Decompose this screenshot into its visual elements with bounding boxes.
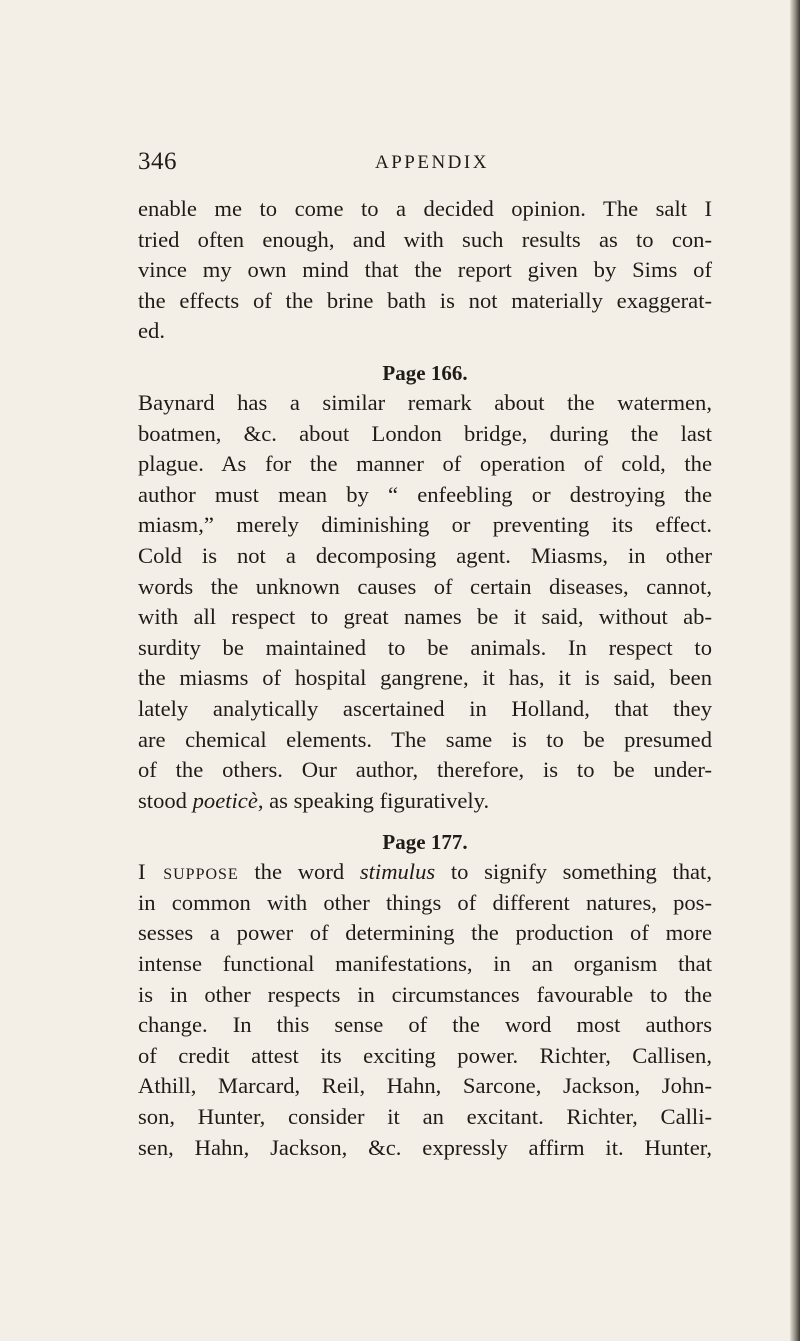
text-line: the effects of the brine bath is not materially exaggerat- xyxy=(138,287,712,313)
text-fragment: to signify something that, xyxy=(435,859,712,885)
paragraph-page-177 xyxy=(138,857,712,1163)
text-line: Cold is not a decomposing agent. Miasms, in other xyxy=(138,542,712,568)
text-line: author must mean by “ enfeebling or destroying the xyxy=(138,481,712,507)
text-line: change. In this sense of the word most authors xyxy=(138,1012,712,1038)
paragraph-page-166 xyxy=(138,388,712,816)
italic-word-poetice: poeticè xyxy=(192,787,258,813)
text-line: of the others. Our author, therefore, is to be under- xyxy=(138,757,712,783)
text-line: intense functional manifestations, in an organism that xyxy=(138,951,712,977)
text-line: sen, Hahn, Jackson, &c. expressly affirm it. Hunter, xyxy=(138,1134,712,1160)
text-line: lately analytically ascertained in Holland, that they xyxy=(138,695,712,721)
text-line: enable me to come to a decided opinion. The salt I xyxy=(138,196,712,221)
text-line: son, Hunter, consider it an excitant. Richter, Calli- xyxy=(138,1104,712,1130)
text-fragment: , as speaking figuratively. xyxy=(257,787,490,813)
text-fragment: the word xyxy=(238,859,360,885)
smallcaps-lead: I suppose xyxy=(138,859,239,885)
text-line: tried often enough, and with such results as to con- xyxy=(138,226,712,252)
text-line: boatmen, &c. about London bridge, during the last xyxy=(138,420,712,446)
running-head xyxy=(138,148,712,188)
text-line: Baynard has a similar remark about the watermen, xyxy=(138,389,712,415)
paragraph-continuation xyxy=(138,194,712,347)
text-line: the miasms of hospital gangrene, it has, it is said, been xyxy=(138,665,712,691)
text-line: vince my own mind that the report given by Sims of xyxy=(138,257,712,283)
text-line: is in other respects in circumstances favourable to the xyxy=(138,981,712,1007)
text-line: miasm,” merely diminishing or preventing its effect. xyxy=(138,512,712,538)
text-line xyxy=(138,857,712,888)
text-line: of credit attest its exciting power. Richter, Callisen, xyxy=(138,1042,712,1068)
book-page xyxy=(138,148,712,1163)
text-line: are chemical elements. The same is to be presumed xyxy=(138,726,712,752)
text-line: surdity be maintained to be animals. In respect to xyxy=(138,634,712,660)
italic-word-stimulus: stimulus xyxy=(359,859,436,885)
text-line: words the unknown causes of certain diseases, cannot, xyxy=(138,573,712,599)
text-line: plague. As for the manner of operation of cold, the xyxy=(138,451,712,477)
text-line: with all respect to great names be it said, without ab- xyxy=(138,604,712,630)
section-heading-page-177: Page 177. xyxy=(382,830,468,855)
text-line: sesses a power of determining the production of more xyxy=(138,920,712,946)
text-line: Athill, Marcard, Reil, Hahn, Sarcone, Jackson, John- xyxy=(138,1073,712,1099)
text-line: in common with other things of different natures, pos- xyxy=(138,889,712,915)
running-title: APPENDIX xyxy=(375,152,489,173)
section-heading-page-166: Page 166. xyxy=(382,360,468,385)
text-line: ed. xyxy=(138,318,165,344)
text-line xyxy=(138,786,712,817)
text-fragment: stood xyxy=(138,787,193,813)
page-edge-shadow xyxy=(790,0,800,1341)
page-number: 346 xyxy=(138,148,177,175)
